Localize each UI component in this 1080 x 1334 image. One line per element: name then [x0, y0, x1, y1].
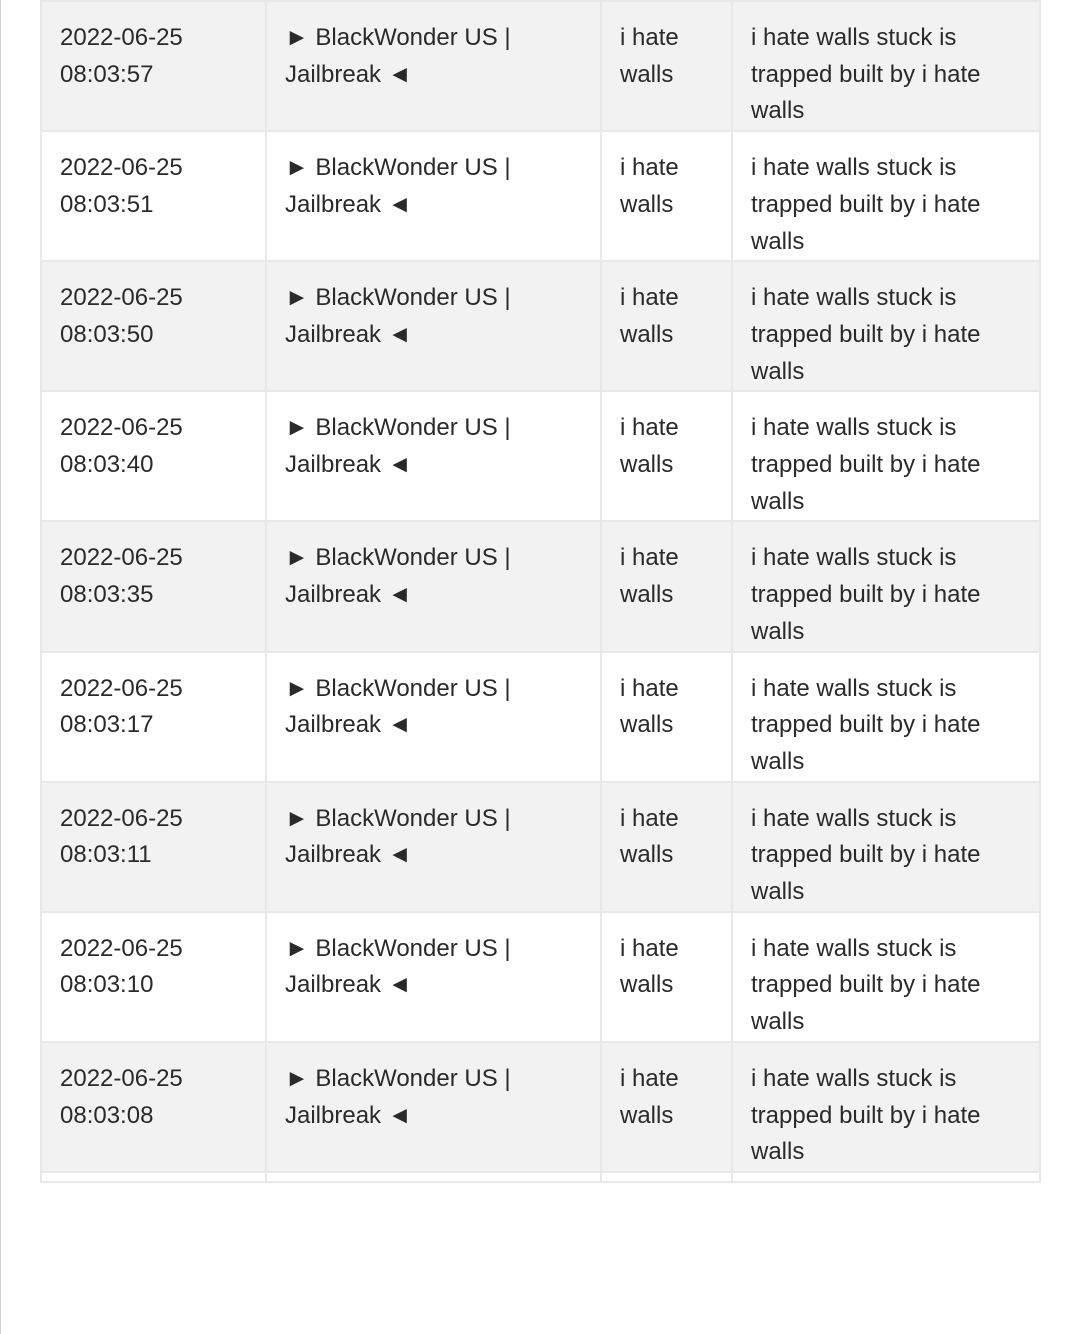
table-row — [41, 782, 1040, 912]
player-cell: i hate walls — [601, 261, 732, 391]
time-cell: 2022-06-25 08:03:57 — [41, 1, 266, 131]
time-cell: 2022-06-25 08:03:11 — [41, 782, 266, 912]
message-cell: i hate walls stuck is trapped built by i hate walls — [732, 1, 1040, 131]
player-cell: i hate walls — [601, 1, 732, 131]
table-row — [41, 1, 1040, 131]
player-cell: i hate walls — [601, 521, 732, 651]
message-cell: i hate walls stuck is trapped built by i hate walls — [732, 261, 1040, 391]
server-cell: ► BlackWonder US | Jailbreak ◄ — [266, 782, 601, 912]
time-cell: 2022-06-25 08:03:10 — [41, 912, 266, 1042]
table-row — [41, 131, 1040, 261]
player-cell: i hate walls — [601, 131, 732, 261]
time-cell: 2022-06-25 08:03:50 — [41, 261, 266, 391]
time-cell: 2022-06-25 08:03:08 — [41, 1042, 266, 1172]
table-row — [41, 391, 1040, 521]
table-row — [41, 652, 1040, 782]
server-cell: ► BlackWonder US | Jailbreak ◄ — [266, 391, 601, 521]
player-cell: i hate walls — [601, 782, 732, 912]
player-cell: i hate walls — [601, 391, 732, 521]
message-cell: i hate walls stuck is trapped built by i hate walls — [732, 782, 1040, 912]
table-row — [41, 1042, 1040, 1172]
server-cell: ► BlackWonder US | Jailbreak ◄ — [266, 1, 601, 131]
message-cell: i hate walls stuck is trapped built by i hate walls — [732, 521, 1040, 651]
empty-cell — [601, 1172, 732, 1182]
table-row-partial — [41, 1172, 1040, 1182]
server-cell: ► BlackWonder US | Jailbreak ◄ — [266, 652, 601, 782]
server-cell: ► BlackWonder US | Jailbreak ◄ — [266, 1042, 601, 1172]
message-cell: i hate walls stuck is trapped built by i hate walls — [732, 652, 1040, 782]
player-cell: i hate walls — [601, 912, 732, 1042]
message-cell: i hate walls stuck is trapped built by i hate walls — [732, 1042, 1040, 1172]
message-cell: i hate walls stuck is trapped built by i hate walls — [732, 912, 1040, 1042]
server-cell: ► BlackWonder US | Jailbreak ◄ — [266, 521, 601, 651]
chat-log-body — [41, 1, 1040, 1182]
time-cell: 2022-06-25 08:03:40 — [41, 391, 266, 521]
time-cell: 2022-06-25 08:03:35 — [41, 521, 266, 651]
table-row — [41, 521, 1040, 651]
table-row — [41, 912, 1040, 1042]
time-cell: 2022-06-25 08:03:17 — [41, 652, 266, 782]
server-cell: ► BlackWonder US | Jailbreak ◄ — [266, 912, 601, 1042]
empty-cell — [266, 1172, 601, 1182]
message-cell: i hate walls stuck is trapped built by i hate walls — [732, 131, 1040, 261]
chat-log-table — [40, 0, 1041, 1183]
player-cell: i hate walls — [601, 652, 732, 782]
server-cell: ► BlackWonder US | Jailbreak ◄ — [266, 261, 601, 391]
time-cell: 2022-06-25 08:03:51 — [41, 131, 266, 261]
chat-log-table-container — [40, 0, 1039, 1183]
table-row — [41, 261, 1040, 391]
page-left-border — [0, 0, 1, 1334]
player-cell: i hate walls — [601, 1042, 732, 1172]
server-cell: ► BlackWonder US | Jailbreak ◄ — [266, 131, 601, 261]
empty-cell — [41, 1172, 266, 1182]
empty-cell — [732, 1172, 1040, 1182]
message-cell: i hate walls stuck is trapped built by i hate walls — [732, 391, 1040, 521]
